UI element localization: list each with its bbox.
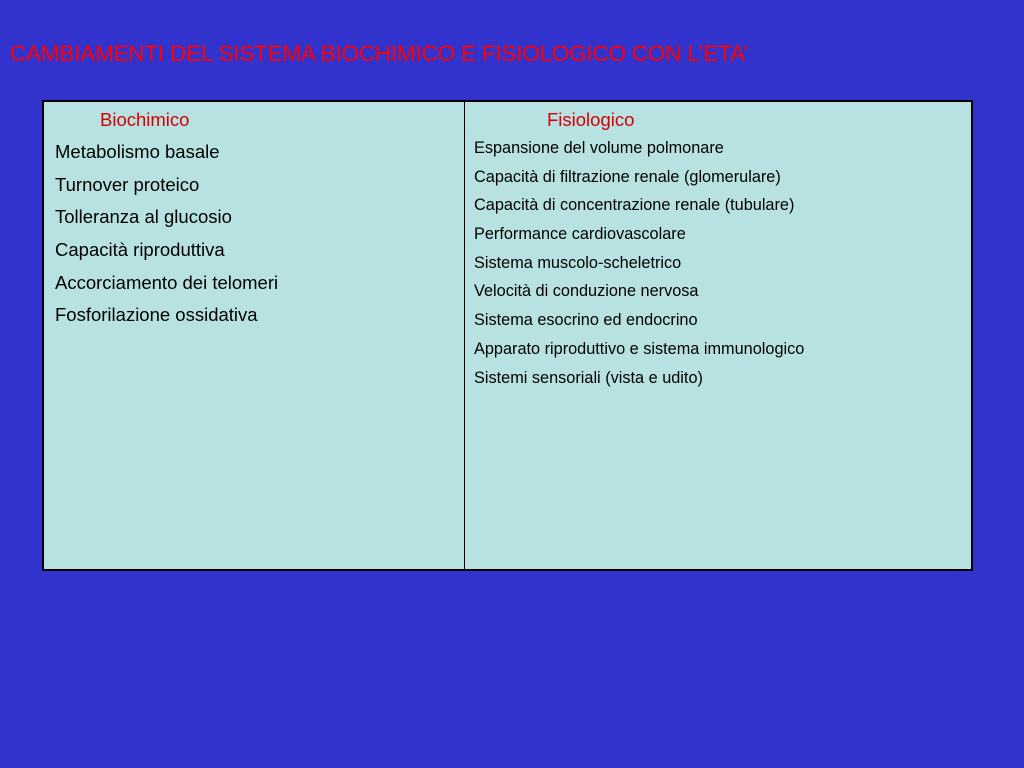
list-item: Capacità di filtrazione renale (glomerulare) — [474, 167, 781, 186]
list-item: Capacità di concentrazione renale (tubulare) — [474, 196, 795, 215]
list-item: Turnover proteico — [55, 173, 200, 195]
list-item: Sistema esocrino ed endocrino — [474, 311, 698, 330]
list-item: Apparato riproduttivo e sistema immunologico — [474, 339, 805, 358]
fisiologico-column — [465, 102, 971, 569]
list-item: Sistema muscolo-scheletrico — [474, 253, 682, 272]
slide-title: CAMBIAMENTI DEL SISTEMA BIOCHIMICO E FISIOLOGICO CON L’ETA’ — [10, 41, 748, 66]
fisiologico-list — [474, 137, 804, 395]
list-item: Performance cardiovascolare — [474, 225, 686, 244]
list-item: Accorciamento dei telomeri — [55, 271, 279, 293]
list-item: Fosforilazione ossidativa — [55, 304, 258, 326]
biochimico-column — [44, 102, 465, 569]
list-item: Capacità riproduttiva — [55, 239, 225, 261]
comparison-table — [42, 100, 973, 571]
list-item: Sistemi sensoriali (vista e udito) — [474, 368, 703, 387]
list-item: Tolleranza al glucosio — [55, 206, 232, 228]
list-item: Velocità di conduzione nervosa — [474, 282, 699, 301]
fisiologico-header: Fisiologico — [547, 109, 635, 130]
biochimico-header: Biochimico — [100, 109, 190, 130]
list-item: Espansione del volume polmonare — [474, 139, 724, 157]
biochimico-list — [55, 139, 278, 335]
list-item: Metabolismo basale — [55, 141, 220, 162]
